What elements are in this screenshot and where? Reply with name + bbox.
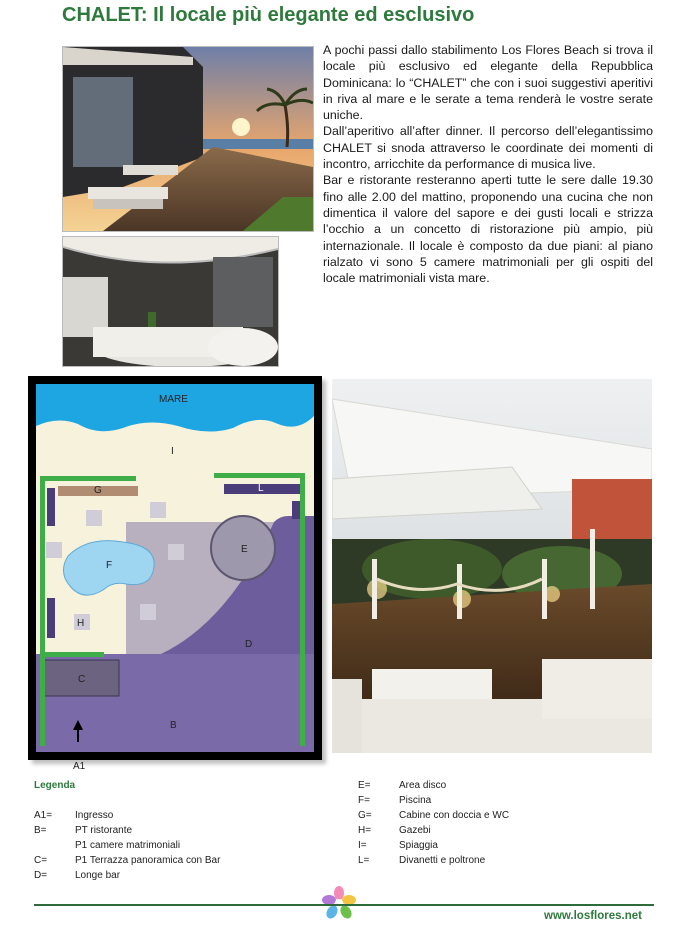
floor-plan (28, 376, 322, 760)
paragraph-intro: A pochi passi dallo stabilimento Los Flores Beach si trova il locale più esclusivo ed elegante della Repubblica Dominicana: lo “CHALET” che con i suoi suggestivi aperitivi in riva al mare e le serate a tema renderà le vostre serate uniche. (323, 43, 653, 123)
paragraph-aperitivo: Dall’aperitivo all’after dinner. Il percorso dell’elegantissimo CHALET si snoda attraverso le coordinate dei momenti di incontro, arricchite da performance di musica live. (323, 124, 653, 172)
legend-text: P1 camere matrimoniali (75, 840, 181, 851)
photo-terrace-night (332, 379, 652, 753)
legend-text: Divanetti e poltrone (399, 855, 486, 866)
legend-key: G= (358, 810, 372, 821)
plan-label-i: I (171, 446, 174, 457)
plan-label-e: E (241, 544, 248, 555)
plan-label-g: G (94, 485, 102, 496)
legend-text: Ingresso (75, 810, 114, 821)
legend-key: I= (358, 840, 367, 851)
legend-text: Area disco (399, 780, 447, 791)
plan-label-d: D (245, 639, 253, 650)
plan-label-l: L (258, 483, 264, 494)
legend-text: Spiaggia (399, 840, 438, 851)
legend-key: H= (358, 825, 372, 836)
terrace-night-image (332, 379, 652, 753)
page-title: CHALET: Il locale più elegante ed esclusivo (62, 4, 475, 26)
plan-label-c: C (78, 674, 86, 685)
legend-key: F= (358, 795, 370, 806)
legend-title: Legenda (34, 780, 76, 791)
plan-label-b: B (170, 720, 177, 731)
article-body (323, 42, 653, 286)
floor-plan-map (28, 376, 322, 760)
paragraph-hours: Bar e ristorante resteranno aperti tutte le sere dalle 19.30 fino alle 2.00 del mattino, proponendo una cucina che non dimentica il valore del sapore e dei gusti locali e strizza l’occhio a un concetto di ristorazione più ampio, più internazionale. Il locale è composto da due piani: al piano rialzato vi sono 5 camere matrimoniali per gli ospiti del locale matrimoniali vista mare. (323, 173, 653, 286)
footer-url-link[interactable]: www.losflores.net (544, 910, 642, 922)
legend-key: L= (358, 855, 370, 866)
lounge-interior-image (63, 237, 278, 366)
flower-logo-icon (322, 886, 356, 920)
legend-text: Longe bar (75, 870, 121, 881)
legend-key: D= (34, 870, 48, 881)
plan-label-a1: A1 (73, 761, 86, 772)
photo-lounge-interior (62, 236, 279, 367)
legend-text: Gazebi (399, 825, 431, 836)
footer-divider (34, 904, 654, 906)
photo-deck-sunset (62, 46, 314, 232)
legend-text: PT ristorante (75, 825, 133, 836)
plan-label-mare: MARE (159, 394, 188, 405)
legend-key: B= (34, 825, 47, 836)
legend-key: E= (358, 780, 371, 791)
legend-text: Piscina (399, 795, 432, 806)
plan-label-h: H (77, 618, 85, 629)
legend-text: Cabine con doccia e WC (399, 810, 510, 821)
legend-text: P1 Terrazza panoramica con Bar (75, 855, 221, 866)
plan-label-f: F (106, 560, 113, 571)
legend-key: A1= (34, 810, 53, 821)
deck-sunset-image (63, 47, 313, 231)
legend-key: C= (34, 855, 48, 866)
